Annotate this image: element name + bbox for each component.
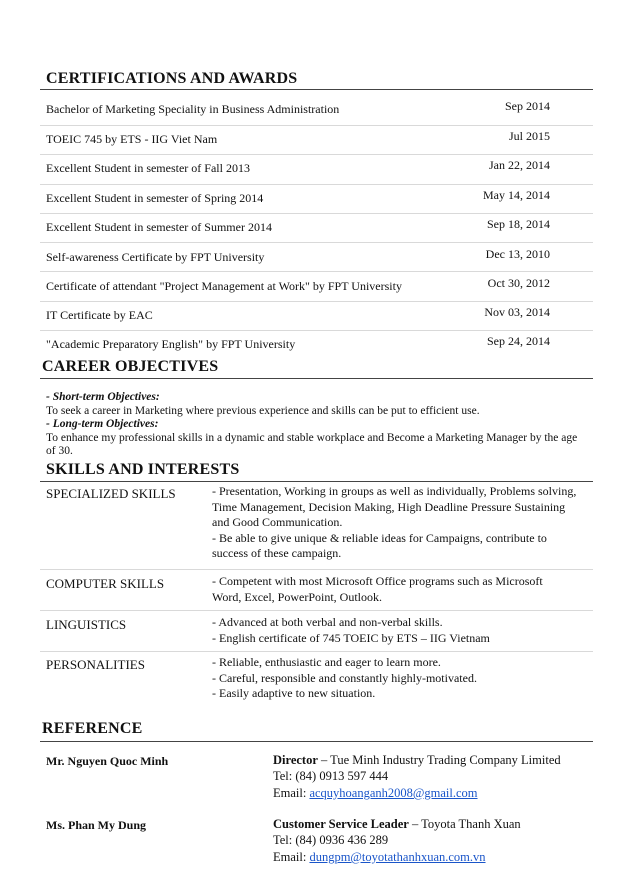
reference-email-label: Email: [273, 849, 310, 864]
reference-company: – Tue Minh Industry Trading Company Limited [317, 753, 561, 767]
cert-date: Oct 30, 2012 [487, 276, 550, 290]
skill-line: Word, Excel, PowerPoint, Outlook. [212, 589, 383, 604]
cert-name: Excellent Student in semester of Fall 2013 [46, 161, 250, 175]
objectives-rule [40, 378, 593, 379]
reference-details [273, 816, 521, 865]
cert-date: Sep 18, 2014 [487, 217, 550, 231]
row-divider [40, 271, 593, 272]
skill-line: - Presentation, Working in groups as well as individually, Problems solving, [212, 484, 577, 498]
skill-line: - Easily adaptive to new situation. [212, 686, 376, 701]
row-divider [40, 651, 593, 652]
cert-name: Excellent Student in semester of Summer 2014 [46, 220, 272, 234]
row-divider [40, 125, 593, 126]
certifications-heading: CERTIFICATIONS AND AWARDS [46, 70, 298, 87]
long-term-label: - Long-term Objectives: [46, 418, 159, 430]
cert-date: Nov 03, 2014 [484, 305, 550, 319]
skill-line: - Competent with most Microsoft Office programs such as Microsoft [212, 574, 543, 588]
skill-line: - Reliable, enthusiastic and eager to learn more. [212, 655, 441, 669]
skill-description [212, 655, 587, 702]
reference-name: Ms. Phan My Dung [46, 818, 147, 832]
cert-name: Bachelor of Marketing Speciality in Business Administration [46, 102, 340, 116]
skill-line: - Careful, responsible and constantly highly-motivated. [212, 670, 477, 685]
reference-role: Director [273, 753, 318, 767]
row-divider [40, 213, 593, 214]
reference-tel: Tel: (84) 0936 436 289 [273, 833, 389, 848]
skill-description [212, 615, 587, 646]
skills-rule [40, 481, 593, 482]
skill-description [212, 574, 587, 605]
row-divider [40, 154, 593, 155]
cert-date: Sep 24, 2014 [487, 334, 550, 348]
skill-line: - Advanced at both verbal and non-verbal skills. [212, 615, 443, 629]
skill-line: success of these campaign. [212, 546, 342, 561]
long-term-text: To enhance my professional skills in a dynamic and stable workplace and Become a Marketing Manager by the age [46, 431, 578, 444]
cert-name: IT Certificate by EAC [46, 308, 153, 322]
objectives-heading: CAREER OBJECTIVES [42, 358, 219, 375]
short-term-label: - Short-term Objectives: [46, 391, 160, 403]
cert-name: Excellent Student in semester of Spring 2014 [46, 191, 264, 205]
skill-line: Time Management, Decision Making, High Deadline Pressure Sustaining [212, 499, 566, 514]
reference-role: Customer Service Leader [273, 817, 409, 831]
short-term-text: To seek a career in Marketing where previous experience and skills can be put to efficient use. [46, 404, 480, 417]
reference-company: – Toyota Thanh Xuan [408, 817, 521, 831]
reference-email-label: Email: [273, 785, 310, 800]
cert-date: May 14, 2014 [483, 188, 550, 202]
skill-line: - English certificate of 745 TOEIC by ETS – IIG Vietnam [212, 630, 490, 645]
cert-date: Dec 13, 2010 [485, 247, 550, 261]
skill-description [212, 484, 587, 562]
reference-email-link[interactable]: acquyhoanganh2008@gmail.com [309, 785, 478, 800]
reference-name: Mr. Nguyen Quoc Minh [46, 754, 169, 768]
cert-name: "Academic Preparatory English" by FPT University [46, 337, 296, 351]
row-divider [40, 301, 593, 302]
long-term-text-cont: of 30. [46, 445, 73, 457]
reference-details [273, 752, 561, 801]
skill-name: PERSONALITIES [46, 657, 145, 672]
skill-name: COMPUTER SKILLS [46, 576, 165, 591]
cert-date: Sep 2014 [505, 99, 550, 113]
row-divider [40, 610, 593, 611]
skill-name: LINGUISTICS [46, 617, 127, 632]
cert-name: Certificate of attendant "Project Management at Work" by FPT University [46, 279, 402, 293]
row-divider [40, 569, 593, 570]
skills-heading: SKILLS AND INTERESTS [46, 461, 240, 478]
row-divider [40, 242, 593, 243]
skill-line: and Good Communication. [212, 515, 343, 530]
reference-tel: Tel: (84) 0913 597 444 [273, 769, 389, 784]
reference-rule [40, 741, 593, 742]
cert-name: TOEIC 745 by ETS - IIG Viet Nam [46, 132, 218, 146]
skill-line: - Be able to give unique & reliable ideas for Campaigns, contribute to [212, 530, 547, 545]
reference-heading: REFERENCE [42, 720, 143, 737]
cert-date: Jul 2015 [508, 129, 550, 143]
certifications-rule [40, 89, 593, 90]
reference-email-link[interactable]: dungpm@toyotathanhxuan.com.vn [309, 849, 486, 864]
cert-name: Self-awareness Certificate by FPT University [46, 250, 265, 264]
cert-date: Jan 22, 2014 [489, 158, 550, 172]
row-divider [40, 330, 593, 331]
skill-name: SPECIALIZED SKILLS [46, 486, 176, 501]
row-divider [40, 184, 593, 185]
objectives-block [46, 391, 594, 459]
